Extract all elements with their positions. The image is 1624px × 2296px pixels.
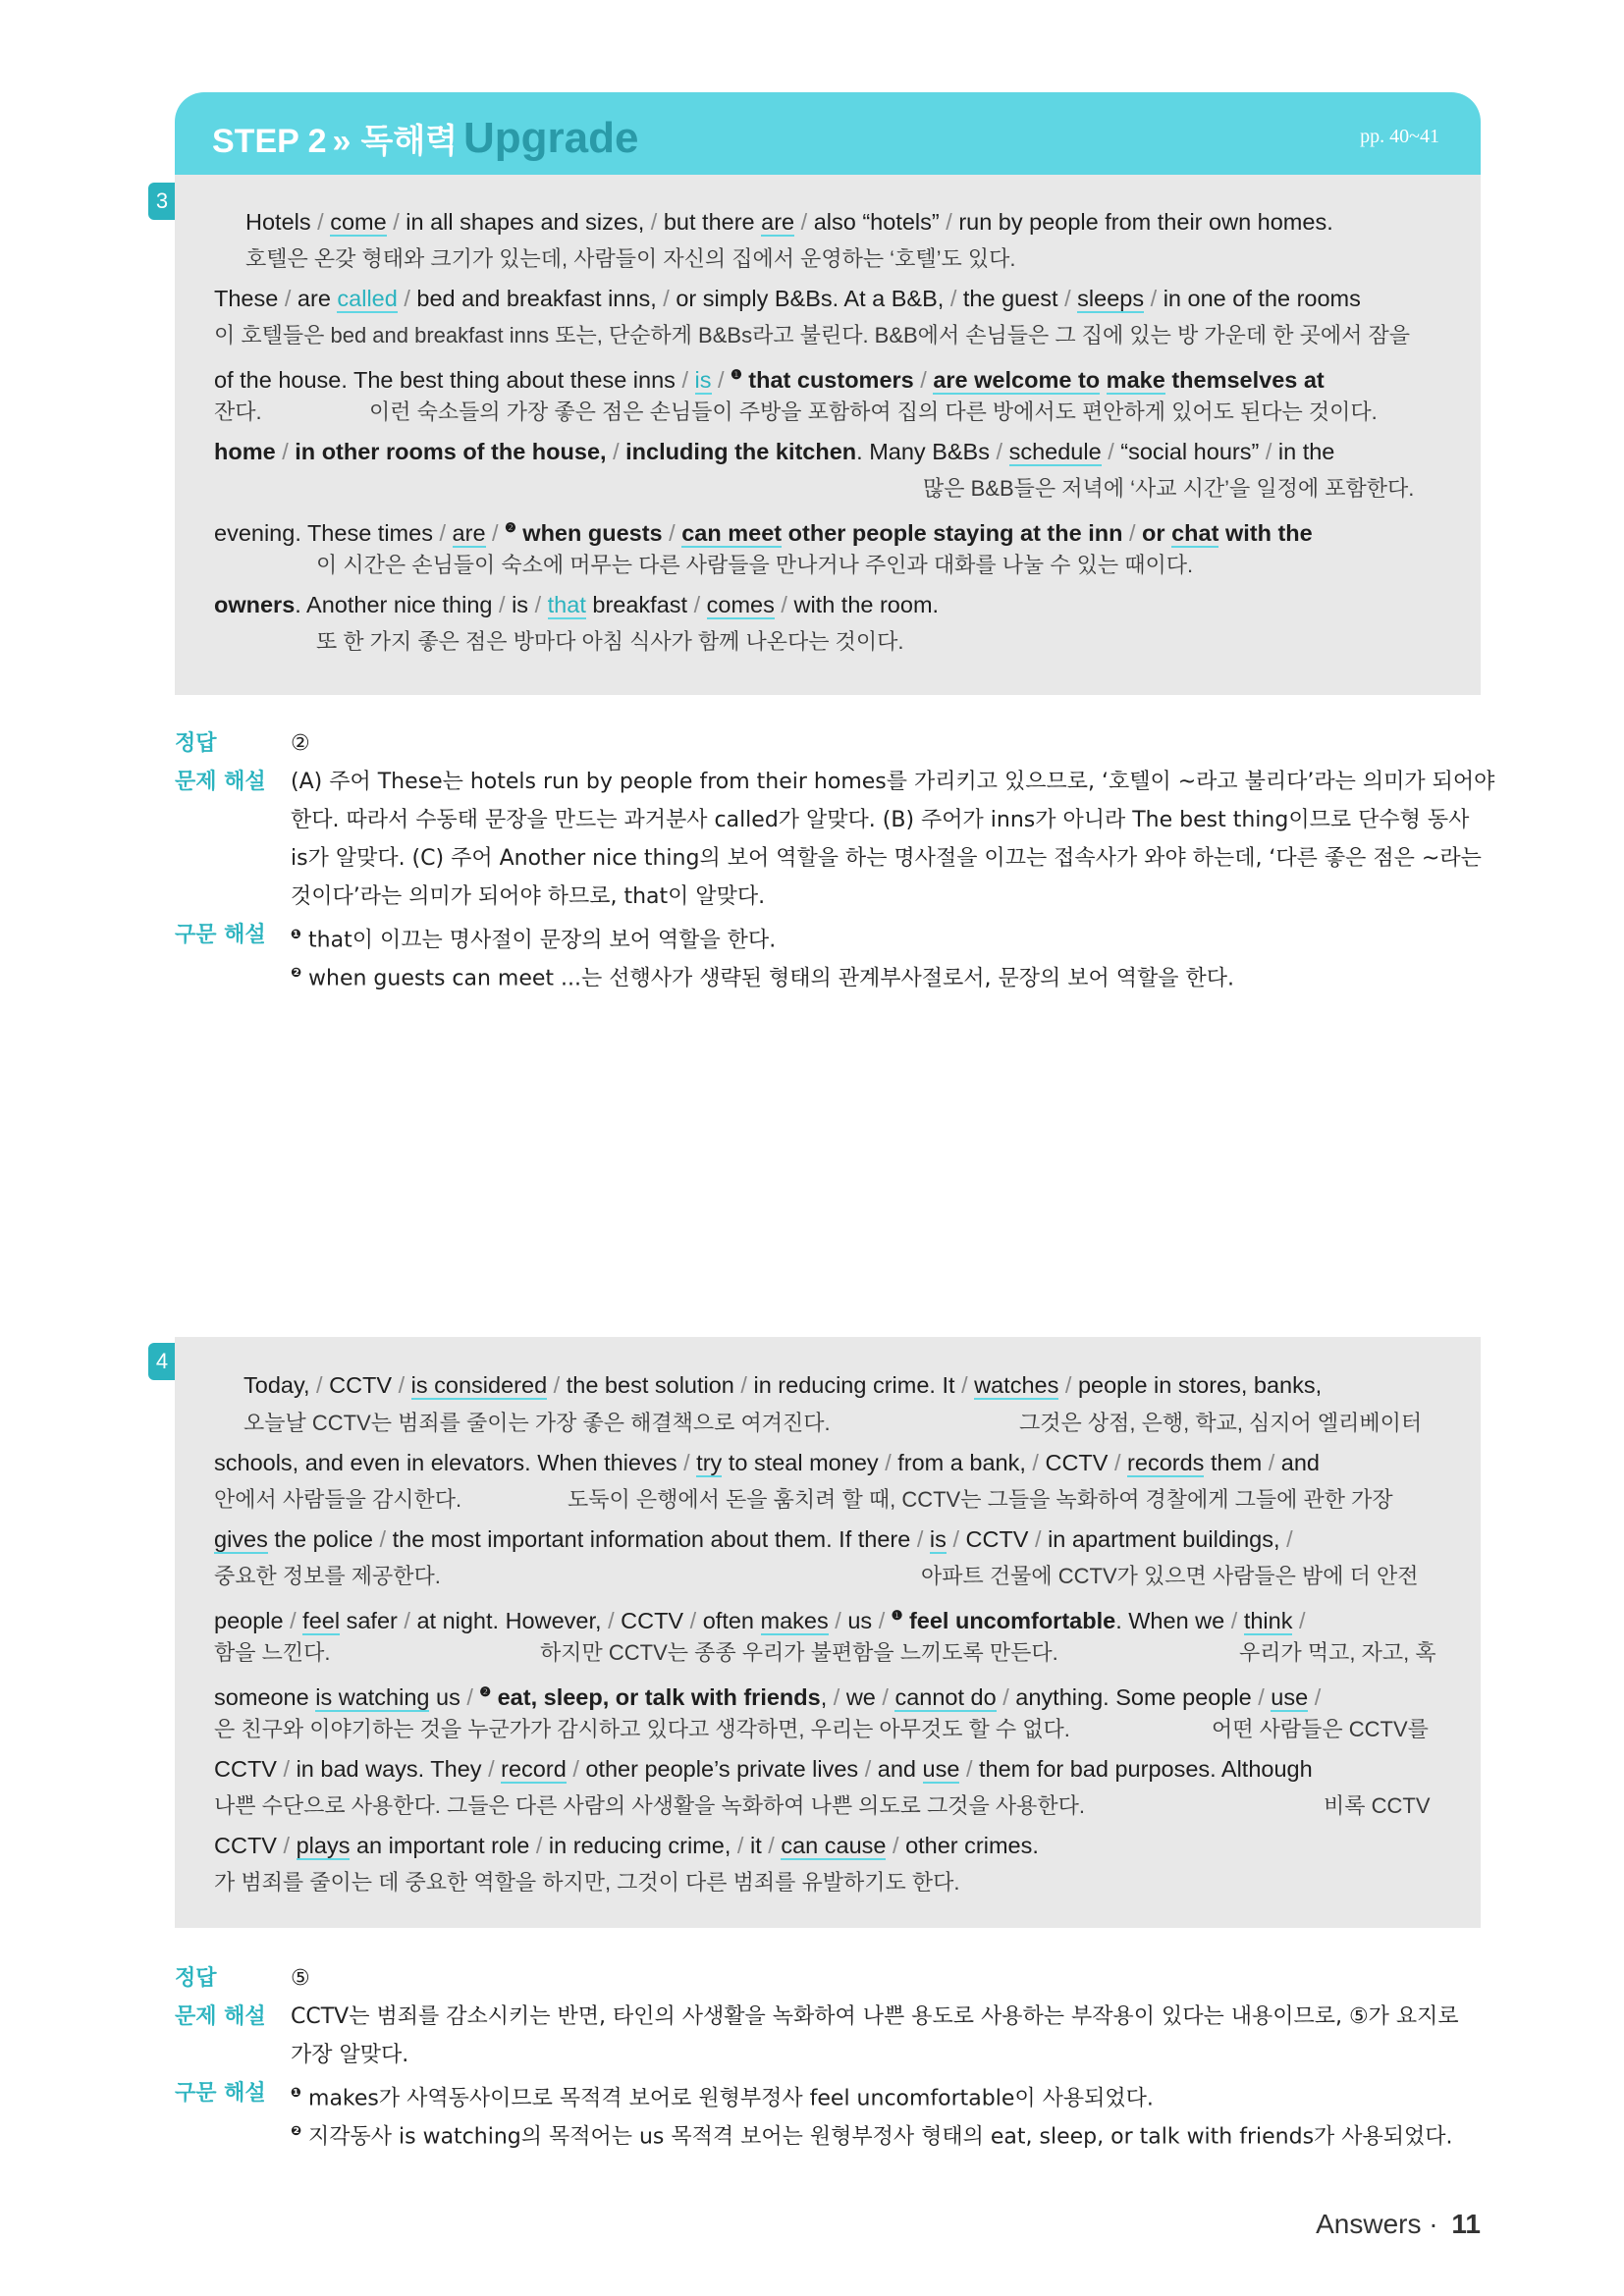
page-number: 11 (1451, 2209, 1481, 2239)
q3-answer-section (175, 724, 1495, 999)
question-number-3: 3 (148, 183, 176, 220)
page-footer (1316, 2209, 1481, 2240)
explanation-line: is가 알맞다. (C) 주어 Another nice thing의 보어 역할을 하는 명사절을 이끄는 접속사가 와야 하는데, ‘다른 좋은 점은 ~라는 (291, 846, 1482, 871)
section-header (175, 92, 1481, 175)
answer-value: ② (291, 731, 310, 756)
q4-ko-line-1a: 오늘날 CCTV는 범죄를 줄이는 가장 좋은 해결책으로 여겨진다. (244, 1411, 831, 1435)
structure-line: $^❶$ makes가 사역동사이므로 목적격 보어로 원형부정사 feel uncomfortable이 사용되었다. (291, 2086, 1154, 2111)
q4-ko-line-4a: 함을 느낀다. (214, 1640, 331, 1665)
title-english: Upgrade (463, 114, 639, 162)
q3-ko-line-3a: 잔다. (214, 400, 262, 424)
q3-ko-line-3b: 이런 숙소들의 가장 좋은 점은 손님들이 주방을 포함하여 집의 다른 방에서도 편안하게 있어도 된다는 것이다. (369, 400, 1378, 424)
q4-en-line-3: gives the police / the most important information about them. If there / is / CCTV / in apartment buildings, / (214, 1526, 1293, 1552)
explanation-line: CCTV는 범죄를 감소시키는 반면, 타인의 사생활을 녹화하여 나쁜 용도로 사용하는 부작용이 있다는 내용이므로, ⑤가 요지로 (291, 2004, 1459, 2029)
q3-ko-line-5: 이 시간은 손님들이 숙소에 머무는 다른 사람들을 만나거나 주인과 대화를 나눌 수 있는 때이다. (316, 553, 1194, 577)
explanation-label: 문제 해설 (175, 2004, 266, 2029)
q4-en-line-2: schools, and even in elevators. When thieves / try to steal money / from a bank, / CCTV / records them / and (214, 1450, 1321, 1475)
question-number-4: 4 (148, 1343, 176, 1380)
q3-en-line-5: evening. These times / are / $^❷$ when guests / can meet other people staying at the inn / or chat with the (214, 519, 1313, 546)
q4-en-line-7: CCTV / plays an important role / in reducing crime, / it / can cause / other crimes. (214, 1833, 1039, 1858)
q4-en-line-5: someone is watching us / $^❷$ eat, sleep, or talk with friends, / we / cannot do / anything. Some people / use / (214, 1683, 1322, 1710)
q4-answer-section (175, 1959, 1481, 2156)
answer-label: 정답 (175, 1966, 217, 1991)
q4-ko-line-1b: 그것은 상점, 은행, 학교, 심지어 엘리베이터 (1019, 1411, 1423, 1435)
answer-label: 정답 (175, 731, 217, 756)
footer-dot: · (1429, 2209, 1438, 2239)
q4-ko-line-4b: 하지만 CCTV는 종종 우리가 불편함을 느끼도록 만든다. (540, 1640, 1058, 1665)
structure-line: $^❷$ when guests can meet ...는 선행사가 생략된 형태의 관계부사절로서, 문장의 보어 역할을 한다. (291, 966, 1235, 991)
structure-label: 구문 해설 (175, 923, 266, 947)
explanation-line: 가장 알맞다. (291, 2043, 409, 2067)
explanation-line: 것이다’라는 의미가 되어야 하므로, that이 알맞다. (291, 884, 766, 909)
page-range: pp. 40~41 (1360, 126, 1439, 147)
q4-ko-line-2b: 도둑이 은행에서 돈을 훔치려 할 때, CCTV는 그들을 녹화하여 경찰에게 그들에 관한 가장 (568, 1487, 1393, 1512)
structure-line: $^❷$ 지각동사 is watching의 목적어는 us 목적격 보어는 원형부정사 형태의 eat, sleep, or talk with friends가 사용되었다. (291, 2124, 1453, 2150)
answer-value: ⑤ (291, 1966, 310, 1991)
q4-ko-line-6a: 나쁜 수단으로 사용한다. 그들은 다른 사람의 사생활을 녹화하여 나쁜 의도로 그것을 사용한다. (214, 1793, 1086, 1818)
q4-ko-line-3a: 중요한 정보를 제공한다. (214, 1564, 441, 1588)
q3-ko-line-6: 또 한 가지 좋은 점은 방마다 아침 식사가 함께 나온다는 것이다. (316, 629, 904, 654)
q3-ko-line-4: 많은 B&B들은 저녁에 ‘사교 시간’을 일정에 포함한다. (923, 476, 1415, 501)
q4-ko-line-5b: 어떤 사람들은 CCTV를 (1212, 1717, 1429, 1741)
q3-en-line-1: Hotels / come / in all shapes and sizes, / but there are / also “hotels” / run by people from their own homes. (245, 209, 1333, 235)
structure-line: $^❶$ that이 이끄는 명사절이 문장의 보어 역할을 한다. (291, 928, 777, 953)
q4-ko-line-6b: 비록 CCTV (1324, 1793, 1431, 1818)
explanation-line: (A) 주어 These는 hotels run by people from their homes를 가리키고 있으므로, ‘호텔이 ~라고 불리다’라는 의미가 되어야 (291, 770, 1495, 794)
q4-ko-line-2a: 안에서 사람들을 감시한다. (214, 1487, 462, 1512)
q4-en-line-6: CCTV / in bad ways. They / record / other people’s private lives / and use / them for bad purposes. Although (214, 1756, 1313, 1782)
q4-ko-line-7: 가 범죄를 줄이는 데 중요한 역할을 하지만, 그것이 다른 범죄를 유발하기도 한다. (214, 1870, 960, 1895)
q4-ko-line-3b: 아파트 건물에 CCTV가 있으면 사람들은 밤에 더 안전 (921, 1564, 1419, 1588)
q3-en-line-3: of the house. The best thing about these inns / is / $^❶$ that customers / are welcome to make themselves at (214, 366, 1325, 393)
q4-ko-line-4c: 우리가 먹고, 자고, 혹 (1239, 1640, 1436, 1665)
header-title (212, 114, 639, 163)
title-korean: 독해력 (360, 123, 459, 160)
q3-en-line-2: These / are called / bed and breakfast inns, / or simply B&Bs. At a B&B, / the guest / sleeps / in one of the rooms (214, 286, 1361, 311)
explanation-label: 문제 해설 (175, 770, 266, 794)
q3-en-line-4: home / in other rooms of the house, / including the kitchen. Many B&Bs / schedule / “social hours” / in the (214, 439, 1335, 464)
q3-ko-line-2: 이 호텔들은 bed and breakfast inns 또는, 단순하게 B&Bs라고 불린다. B&B에서 손님들은 그 집에 있는 방 가운데 한 곳에서 잠을 (214, 323, 1410, 347)
q4-en-line-1: Today, / CCTV / is considered / the best solution / in reducing crime. It / watches / people in stores, banks, (244, 1372, 1323, 1398)
q4-en-line-4: people / feel safer / at night. However, / CCTV / often makes / us / $^❶$ feel uncomfortable. When we / think / (214, 1607, 1306, 1633)
step-label: STEP 2 (212, 123, 327, 160)
q3-en-line-6: owners. Another nice thing / is / that breakfast / comes / with the room. (214, 592, 940, 617)
structure-label: 구문 해설 (175, 2081, 266, 2106)
explanation-line: 한다. 따라서 수동태 문장을 만드는 과거분사 called가 알맞다. (B) 주어가 inns가 아니라 The best thing이므로 단수형 동사 (291, 808, 1470, 832)
q3-ko-line-1: 호텔은 온갖 형태와 크기가 있는데, 사람들이 자신의 집에서 운영하는 ‘호텔’도 있다. (245, 246, 1016, 271)
footer-label: Answers (1316, 2209, 1422, 2239)
q4-ko-line-5a: 은 친구와 이야기하는 것을 누군가가 감시하고 있다고 생각하면, 우리는 아무것도 할 수 없다. (214, 1717, 1070, 1741)
chevron-icon: » (332, 123, 342, 160)
